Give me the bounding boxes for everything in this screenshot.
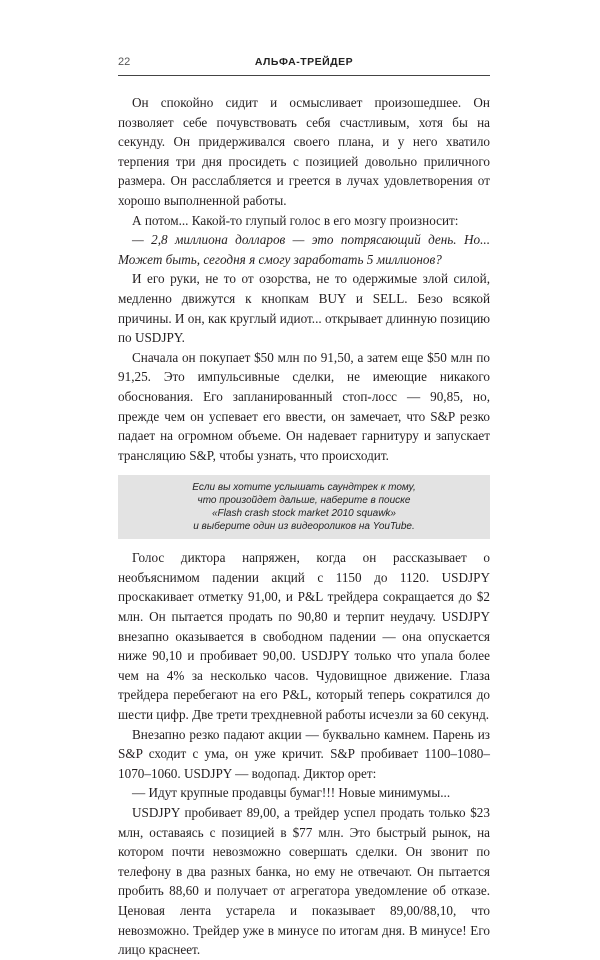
paragraph: Сначала он покупает $50 млн по 91,50, а затем еще $50 млн по 91,25. Это импульсивные сделки, не имеющие никакого обоснования. Его запланированный стоп-лосс — 90,85, но, прежде чем он успевает его ввести, он замечает, что S&P резко падает на огромном объеме. Он надевает гарнитуру и запускает трансляцию S&P, чтобы узнать, что происходит. <box>118 349 490 463</box>
paragraph: Голос диктора напряжен, когда он рассказывает о необъяснимом падении акций с 1150 до 1120. USDJPY проскакивает отметку 91,00, и P&L трейдера сокращается до $2 млн. Он пытается продать по 90,80 и терпит неудачу. USDJPY внезапно оказывается в свободном падении — она опускается ниже 90,10 и пробивает 90,00. USDJPY только что упала более чем на 4% за несколько часов. Чудовищное движение. Глаза трейдера перебегают на его P&L, который теперь сократился до шести цифр. Две трети трехдневной работы исчезли за 60 секунд. <box>118 550 490 723</box>
page-number: 22 <box>118 56 131 68</box>
paragraph: Он спокойно сидит и осмысливает произошедшее. Он позволяет себе почувствовать себя счастливым, хотя бы на секунду. Он придерживался своего плана, и у него хватило терпения три дня просидеть с позицией довольно приличного размера. Он расслабляется и греется в лучах удовлетворения от хорошо выполненной работы. <box>118 95 490 208</box>
italic-quote: — 2,8 миллиона долларов — это потрясающий день. Но... Может быть, сегодня я смогу заработать 5 миллионов? <box>118 232 490 267</box>
callout-line: «Flash crash stock market 2010 squawk» <box>212 508 396 520</box>
body-text <box>118 93 490 960</box>
callout-box <box>118 475 490 539</box>
paragraph: И его руки, не то от озорства, не то одержимые злой силой, медленно движутся к кнопкам BUY и SELL. Безо всякой причины. И он, как круглый идиот... открывает длинную позицию по USDJPY. <box>118 271 490 346</box>
callout-line: и выберите один из видеороликов на YouTube. <box>193 521 415 533</box>
paragraph: USDJPY пробивает 89,00, а трейдер успел продать только $23 млн, оставаясь с позицией в $77 млн. Это быстрый рынок, на котором почти невозможно совершать сделки. Он звонит по телефону в два разных банка, но ему не отвечают. Он пытается пробить 88,60 и получает от агрегатора уведомление об отказе. Ценовая лента устарела и показывает 89,00/88,10, что невозможно. Трейдер уже в минусе по итогам дня. В минусе! Его лицо краснеет. <box>118 805 490 958</box>
paragraph: Внезапно резко падают акции — буквально камнем. Парень из S&P сходит с ума, он уже кричит. S&P пробивает 1100–1080–1070–1060. USDJPY — водопад. Диктор орет: <box>118 726 490 781</box>
callout-line: Если вы хотите услышать саундтрек к тому, <box>192 482 416 494</box>
paragraph: — Идут крупные продавцы бумаг!!! Новые минимумы... <box>132 785 451 801</box>
running-title: АЛЬФА-ТРЕЙДЕР <box>254 56 354 68</box>
page-header <box>118 56 490 76</box>
callout-line: что произойдет дальше, наберите в поиске <box>197 495 411 507</box>
paragraph: А потом... Какой-то глупый голос в его мозгу произносит: <box>132 212 459 228</box>
